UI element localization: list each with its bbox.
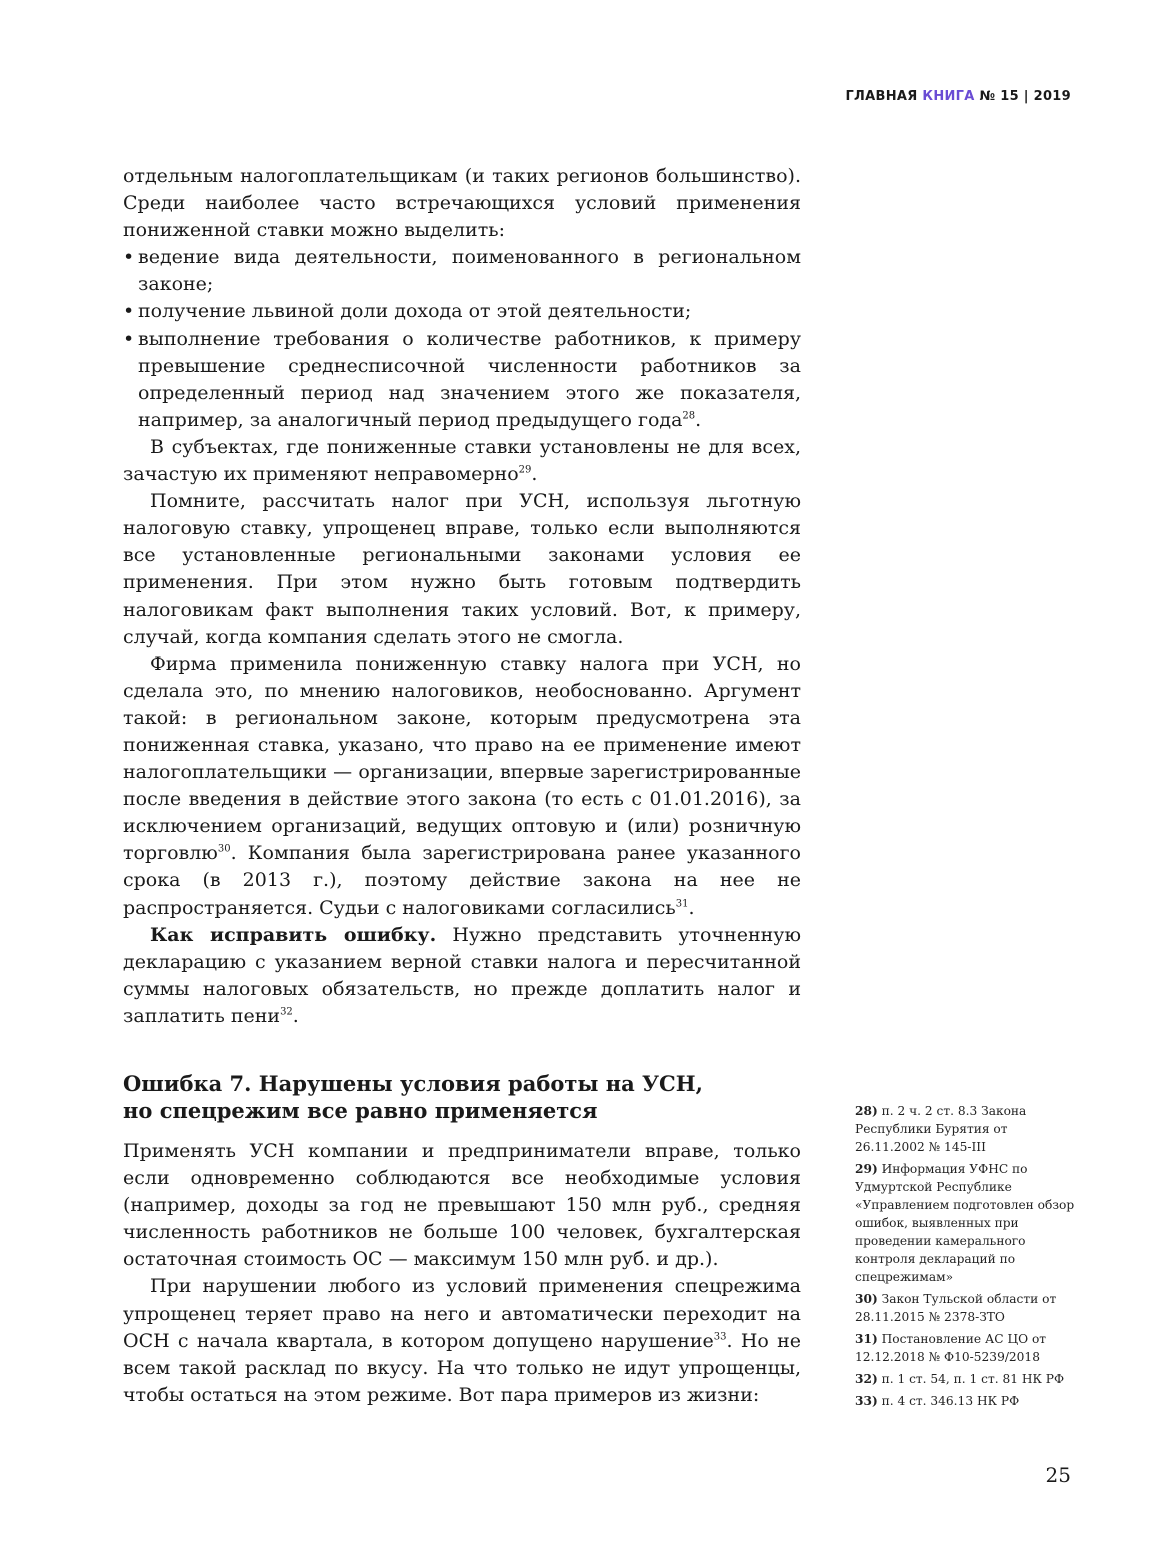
footnotes-sidebar xyxy=(855,1102,1080,1414)
footnote-ref[interactable]: 32 xyxy=(280,1006,293,1018)
list-item: • выполнение требования о количестве работников, к примеру превышение среднесписочной численности работников за определенный период над значением этого же показателя, например, за аналогичный период предыдущего года$^{28}$. xyxy=(123,326,801,434)
footnote-29: 29) Информация УФНС по Удмуртской Республике «Управлением подготовлен обзор ошибок, выявленных при проведении камерального контроля деклараций по спецрежимам» xyxy=(855,1162,1075,1284)
footnote-ref[interactable]: 29 xyxy=(518,464,532,476)
paragraph: При нарушении любого из условий применения спецрежима упрощенец теряет право на него и автоматически переходит на ОСН с начала квартала, в котором допущено нарушение$^{33}$. Но не всем такой расклад по вкусу. На что только не идут упрощенцы, чтобы остаться на этом режиме. Вот пара примеров из жизни: xyxy=(123,1275,801,1406)
fix-paragraph: Как исправить ошибку. Нужно представить уточненную декларацию с указанием верной ставки налога и пересчитанной суммы налоговых обязательств, но прежде доплатить налог и заплатить пени$^{32}$. xyxy=(123,923,802,1027)
footnote-32: 32) п. 1 ст. 54, п. 1 ст. 81 НК РФ xyxy=(855,1372,1065,1386)
footnote-ref[interactable]: 30 xyxy=(217,844,231,856)
page-number: 25 xyxy=(1045,1463,1071,1487)
list-item: • получение львиной доли дохода от этой деятельности; xyxy=(123,298,801,325)
issue-info: № 15 | 2019 xyxy=(979,89,1071,104)
footnote-28: 28) п. 2 ч. 2 ст. 8.3 Закона Республики Бурятия от 26.11.2002 № 145-III xyxy=(855,1104,1027,1154)
paragraph: Фирма применила пониженную ставку налога при УСН, но сделала это, по мнению налоговиков, необоснованно. Аргумент такой: в региональном законе, которым предусмотрена эта пониженная ставка, указано, что право на ее применение имеют налогоплательщики — организации, впервые зарегистрированные после введения в действие этого закона (то есть с 01.01.2016), за исключением организаций, ведущих оптовую и (или) розничную торговлю$^{30}$. Компания была зарегистрирована ранее указанного срока (в 2013 г.), поэтому действие закона на нее не распространяется. Судьи с налоговиками согласились$^{31}$. xyxy=(123,652,801,919)
footnote-ref[interactable]: 31 xyxy=(675,898,689,910)
section-heading: Ошибка 7. Нарушены условия работы на УСН, но спецрежим все равно применяется xyxy=(123,1071,703,1123)
main-column xyxy=(123,163,801,1409)
footnote-30: 30) Закон Тульской области от 28.11.2015 № 2378-ЗТО xyxy=(855,1292,1057,1324)
running-header xyxy=(845,89,1071,104)
paragraph: Применять УСН компании и предприниматели вправе, только если одновременно соблюдаются все необходимые условия (например, доходы за год не превышают 150 млн руб., средняя численность работников не больше 100 человек, бухгалтерская остаточная стоимость ОС — максимум 150 млн руб. и др.). xyxy=(123,1140,801,1271)
footnote-ref[interactable]: 33 xyxy=(713,1331,727,1343)
list-item: • ведение вида деятельности, поименованного в региональном законе; xyxy=(123,244,801,298)
intro-paragraph: отдельным налогоплательщикам (и таких регионов большинство). Среди наиболее часто встречающихся условий применения пониженной ставки можно выделить: xyxy=(123,165,801,242)
paragraph: В субъектах, где пониженные ставки установлены не для всех, зачастую их применяют неправомерно$^{29}$. xyxy=(123,435,801,486)
fix-label: Как исправить ошибку. xyxy=(150,923,437,946)
footnote-33: 33) п. 4 ст. 346.13 НК РФ xyxy=(855,1394,1020,1408)
paragraph: Помните, рассчитать налог при УСН, используя льготную налоговую ставку, упрощенец вправе, только если выполняются все установленные региональными законами условия ее применения. При этом нужно быть готовым подтвердить налоговикам факт выполнения таких условий. Вот, к примеру, случай, когда компания сделать этого не смогла. xyxy=(123,490,801,648)
footnote-ref[interactable]: 28 xyxy=(682,410,696,422)
brand-main: ГЛАВНАЯ xyxy=(845,89,918,104)
footnote-31: 31) Постановление АС ЦО от 12.12.2018 № Ф10-5239/2018 xyxy=(855,1332,1047,1364)
brand-accent: КНИГА xyxy=(922,89,975,104)
conditions-list xyxy=(123,244,801,434)
